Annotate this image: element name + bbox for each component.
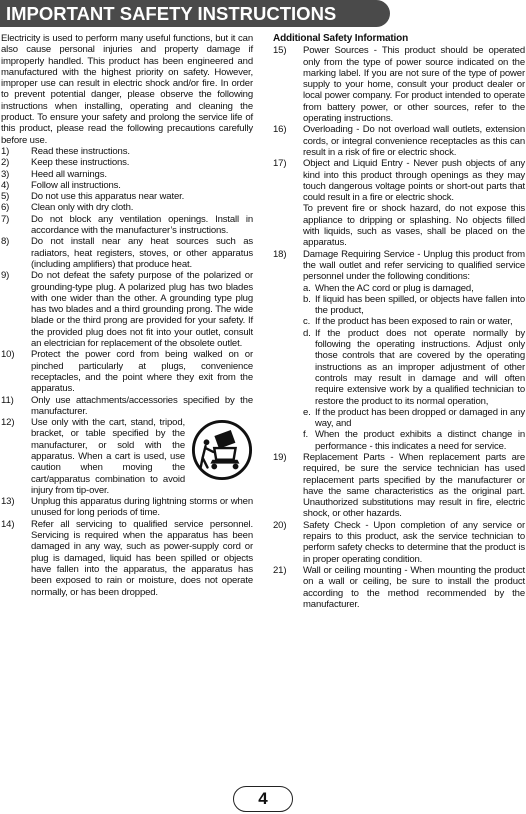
list-item [1,496,253,519]
list-item [273,452,525,520]
item-number: 17) [273,158,287,170]
list-item [1,349,253,394]
item-text: Overloading - Do not overload wall outlets, extension cords, or integral convenience receptacles as this can result in a risk of fire or electric shock. [303,124,525,158]
cart-tipover-warning-icon [191,419,253,481]
sub-text: When the AC cord or plug is damaged, [315,282,474,294]
item-text: Only use attachments/accessories specified by the manufacturer. [31,394,253,417]
item-text: Refer all servicing to qualified service personnel. Servicing is required when the apparatus has been damaged in any way, such as power-supply cord or plug is damaged, liquid has been spilled or objects have fallen into the apparatus, the apparatus has been exposed to rain or moisture, does not operate normally, or has been dropped. [31,518,253,598]
item-number: 2) [1,157,10,169]
page-title: IMPORTANT SAFETY INSTRUCTIONS [6,3,337,24]
item-text: Do not defeat the safety purpose of the polarized or grounding-type plug. A polarized plug has two blades with one wider than the other. A grounding type plug has two blades and a third grounding prong. The wide blade or the third prong are provided for your safety. If the provided plug does not fit into your outlet, consult an electrician for replacement of the obsolete outlet. [31,270,253,350]
sub-letter: c. [303,316,311,328]
item-text: Do not use this apparatus near water. [31,191,185,203]
list-item [273,249,525,283]
item-number: 13) [1,496,15,508]
item-text-with-icon [31,417,253,496]
sub-item [303,407,525,430]
page-title-banner [0,0,390,27]
item-number: 16) [273,124,287,136]
right-column [273,33,525,610]
item-text: Do not block any ventilation openings. Install in accordance with the manufacturer’s instructions. [31,213,253,237]
item-text: Wall or ceiling mounting - When mounting the product on a wall or ceiling, be sure to install the product according to the method recommended by the manufacturer. [303,564,525,610]
list-item-cart [1,417,253,496]
sub-text: If the product does not operate normally by following the operating instructions. Adjust only those controls that are covered by the operating instructions as an improper adjustment of other controls may result in damage and will often require extensive work by a qualified technician to restore the product to its normal operation, [315,327,525,407]
item-number: 4) [1,179,10,191]
list-item [1,157,253,168]
item-text: Unplug this apparatus during lightning storms or when unused for long periods of time. [31,496,253,519]
sub-item [303,429,525,452]
item-number: 21) [273,564,287,576]
list-item [1,180,253,191]
item-text: Do not install near any heat sources such as radiators, heat registers, stoves, or other apparatus (including amplifiers) that produce heat. [31,236,253,270]
sub-letter: b. [303,293,311,305]
item-text: Replacement Parts - When replacement parts are required, be sure the service technician has used replacement parts specified by the manufacturer or have the same characteristics as the original part. Unauthorized substitutions may result in fire, electric shock, or other hazards. [303,451,525,520]
list-item [273,158,525,203]
item-number: 7) [1,213,10,225]
item-number: 12) [1,417,15,429]
item-text: Follow all instructions. [31,179,121,191]
item-number: 9) [1,270,10,282]
list-item [1,169,253,180]
list-item [273,520,525,565]
item-number: 8) [1,236,10,248]
page-number: 4 [233,786,293,812]
sub-text: When the product exhibits a distinct change in performance - this indicates a need for service. [315,429,525,452]
item-number: 18) [273,248,287,260]
item-text: Read these instructions. [31,145,130,157]
sub-item [303,328,525,407]
item-number: 6) [1,202,10,214]
list-item [273,45,525,124]
item-number: 15) [273,45,287,57]
sub-letter: e. [303,406,311,418]
item-number: 19) [273,451,287,463]
item-number: 5) [1,191,10,203]
sub-item [303,283,525,294]
sub-item [303,294,525,317]
item-text: Keep these instructions. [31,157,130,169]
list-item [1,214,253,237]
list-item [1,202,253,213]
sub-letter: f. [303,429,309,441]
item-17-note: To prevent fire or shock hazard, do not expose this appliance to dripping or splashing. No objects filled with liquids, such as vases, shall be placed on the apparatus. [303,203,525,249]
item-number: 3) [1,168,10,180]
sub-text: If the product has been dropped or damaged in any way, and [315,406,525,430]
list-item [1,146,253,157]
list-item [1,191,253,202]
additional-safety-heading: Additional Safety Information [273,33,409,44]
sub-item [303,316,525,327]
item-text: Use only with the cart, stand, tripod, bracket, or table specified by the manufacturer, or sold with the apparatus. When a cart is used, use caution when moving the cart/apparatus combination to avoid injury from tip-over. [31,417,185,496]
item-text: Power Sources - This product should be operated only from the type of power source indicated on the marking label. If you are not sure of the type of power supply to your home, consult your product dealer or local power company. For product intended to operate from battery power, or other sources, refer to the operating instructions. [303,45,525,125]
sub-text: If liquid has been spilled, or objects have fallen into the product, [315,293,525,317]
item-text: Damage Requiring Service - Unplug this product from the wall outlet and refer servicing to qualified service personnel under the following conditions: [303,248,525,283]
item-number: 1) [1,145,10,157]
left-column [1,33,253,598]
list-item [1,270,253,349]
item-text: Object and Liquid Entry - Never push objects of any kind into this product through openings as they may touch dangerous voltage points or short-out parts that could result in a fire or electric shock. [303,158,525,204]
item-number: 20) [273,519,287,531]
intro-paragraph: Electricity is used to perform many useful functions, but it can also cause personal injuries and property damage if improperly handled. This product has been engineered and manufactured with the highest priority on safety. However, improper use can result in electric shock and/or fire. In order to prevent potential danger, please observe the following instructions when installing, operating and cleaning the product. To ensure your safety and prolong the service life of this product, please read the following precautions carefully before use. [1,33,253,146]
item-text: Protect the power cord from being walked on or pinched particularly at plugs, convenience receptacles, and the point where they exit from the apparatus. [31,349,253,395]
item-number: 11) [1,394,14,406]
item-text: Clean only with dry cloth. [31,202,134,214]
sub-text: If the product has been exposed to rain or water, [315,316,513,328]
item-text: Safety Check - Upon completion of any service or repairs to this product, ask the service technician to perform safety checks to determine that the product is in proper operating condition. [303,519,525,565]
sub-letter: d. [303,327,311,339]
sub-letter: a. [303,282,311,294]
item-number: 10) [1,349,15,361]
list-item [273,124,525,158]
list-item [273,565,525,610]
item-text: Heed all warnings. [31,168,107,180]
list-item [1,519,253,598]
list-item [1,395,253,418]
list-item [1,236,253,270]
item-number: 14) [1,518,15,530]
